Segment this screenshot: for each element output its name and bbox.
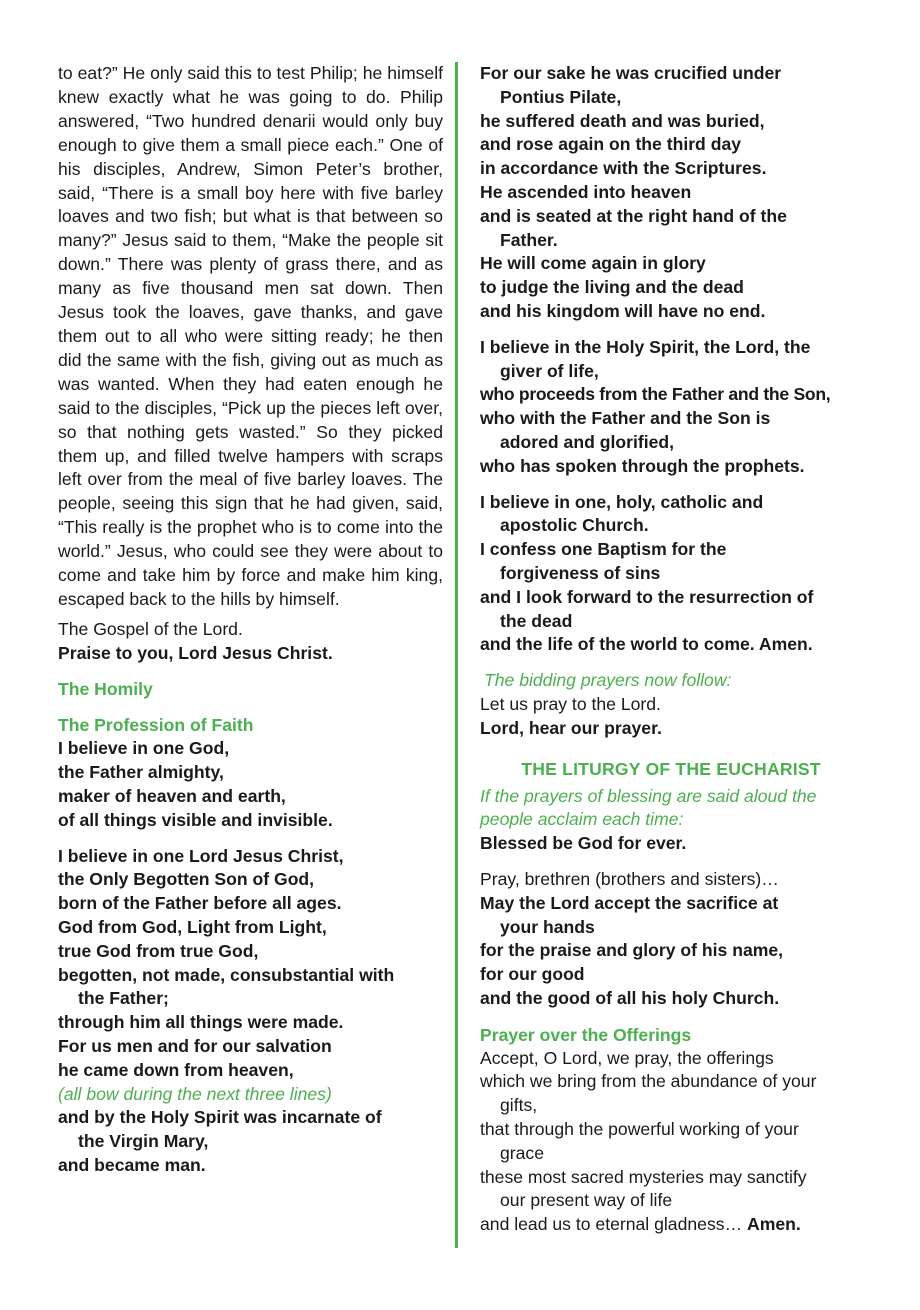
creed-stanza-5 — [480, 336, 862, 479]
creed-line: I believe in the Holy Spirit, the Lord, the — [480, 336, 811, 357]
creed-stanza-2 — [58, 845, 443, 1178]
creed-stanza-1 — [58, 737, 443, 832]
creed-line: Pontius Pilate, — [500, 86, 622, 107]
creed-line: the Father almighty, — [58, 762, 224, 783]
profession-heading: The Profession of Faith — [58, 715, 254, 736]
creed-line: begotten, not made, consubstantial with — [58, 964, 395, 985]
prayer-final-text: and lead us to eternal gladness… — [480, 1214, 743, 1235]
gospel-text: to eat?” He only said this to test Philip; he himself knew exactly what he was going to do. Philip answered, “Two hundred denarii would only buy enough to give them a small piece each.” One of his disciples, Andrew, Simon Peter’s brother, said, “There is a small boy here with five barley loaves and two fish; but what is that between so many?” Jesus said to them, “Make the people sit down.” There was plenty of grass there, and as many as five thousand men sat down. Then Jesus took the loaves, gave thanks, and gave them out to all who were sitting ready; he then did the same with the fish, giving out as much as was wanted. When they had eaten enough he said to the disciples, “Pick up the pieces left over, so that nothing gets wasted.” So they picked them up, and filled twelve hampers with scraps left over from the meal of five barley loaves. The people, seeing this sign that he had given, said, “This really is the prophet who is to come into the world.” Jesus, who could see they were about to come and take him by force and make him king, escaped back to the hills by himself. — [58, 63, 443, 609]
creed-line: who has spoken through the prophets. — [480, 455, 805, 476]
creed-line: and rose again on the third day — [480, 134, 742, 155]
prayer-line: gifts, — [500, 1095, 538, 1116]
creed-line: he came down from heaven, — [58, 1059, 294, 1080]
response-line: for the praise and glory of his name, — [480, 940, 784, 961]
sacrifice-section — [480, 868, 862, 1011]
prayer-line: Accept, O Lord, we pray, the offerings — [480, 1047, 774, 1068]
creed-line: and the life of the world to come. Amen. — [480, 634, 813, 655]
creed-line: For us men and for our salvation — [58, 1036, 332, 1056]
creed-line: and by the Holy Spirit was incarnate of — [58, 1107, 382, 1128]
prayer-line-final — [480, 1213, 862, 1237]
creed-line: the Father; — [78, 988, 169, 1009]
response-line: May the Lord accept the sacrifice at — [480, 892, 779, 913]
right-column — [480, 62, 862, 1237]
creed-line: For our sake he was crucified under — [480, 63, 782, 83]
creed-line: apostolic Church. — [500, 515, 649, 536]
creed-line: He ascended into heaven — [480, 181, 692, 202]
bidding-response: Lord, hear our prayer. — [480, 717, 662, 738]
response-line: for our good — [480, 964, 585, 985]
creed-line: I confess one Baptism for the — [480, 539, 727, 560]
blessing-rubric: If the prayers of blessing are said aloud the — [480, 785, 817, 806]
creed-line: born of the Father before all ages. — [58, 893, 342, 914]
creed-line: to judge the living and the dead — [480, 277, 744, 298]
creed-line: adored and glorified, — [500, 431, 674, 452]
creed-stanza-6 — [480, 491, 862, 658]
creed-line: I believe in one God, — [58, 738, 230, 759]
creed-line: who proceeds from the Father and the Son, — [480, 384, 831, 405]
creed-line: and I look forward to the resurrection of — [480, 586, 814, 607]
bidding-call: Let us pray to the Lord. — [480, 693, 661, 714]
prayer-line: our present way of life — [500, 1190, 673, 1211]
creed-line: of all things visible and invisible. — [58, 809, 333, 830]
offerings-prayer — [480, 1047, 862, 1237]
prayer-line: grace — [500, 1142, 545, 1163]
creed-line: He will come again in glory — [480, 253, 706, 274]
creed-line: in accordance with the Scriptures. — [480, 158, 767, 179]
creed-line: the Only Begotten Son of God, — [58, 869, 315, 890]
creed-line: Father. — [500, 229, 558, 250]
blessing-section — [480, 785, 862, 856]
creed-line: forgiveness of sins — [500, 562, 661, 583]
creed-line: and became man. — [58, 1154, 206, 1175]
bow-rubric: (all bow during the next three lines) — [58, 1083, 332, 1104]
prayer-line: that through the powerful working of your — [480, 1119, 799, 1140]
blessing-response: Blessed be God for ever. — [480, 833, 687, 854]
homily-heading: The Homily — [58, 679, 153, 700]
gospel-close: The Gospel of the Lord. — [58, 618, 243, 639]
pray-brethren: Pray, brethren (brothers and sisters)… — [480, 868, 779, 889]
creed-line: I believe in one Lord Jesus Christ, — [58, 845, 344, 866]
offerings-heading: Prayer over the Offerings — [480, 1024, 692, 1045]
creed-line: I believe in one, holy, catholic and — [480, 491, 764, 512]
prayer-line: these most sacred mysteries may sanctify — [480, 1166, 807, 1187]
creed-line: true God from true God, — [58, 940, 259, 961]
left-column — [58, 62, 443, 1178]
column-divider — [455, 62, 458, 1248]
creed-line: maker of heaven and earth, — [58, 786, 286, 807]
creed-line: who with the Father and the Son is — [480, 408, 771, 429]
creed-line: giver of life, — [500, 360, 599, 381]
gospel-response: Praise to you, Lord Jesus Christ. — [58, 642, 333, 663]
blessing-rubric: people acclaim each time: — [480, 809, 684, 830]
creed-line: he suffered death and was buried, — [480, 110, 765, 131]
creed-line: the dead — [500, 610, 573, 631]
bidding-prayers — [480, 669, 862, 740]
creed-line: through him all things were made. — [58, 1012, 344, 1033]
bidding-rubric: The bidding prayers now follow: — [484, 670, 732, 691]
response-line: your hands — [500, 916, 595, 937]
amen: Amen. — [747, 1214, 801, 1235]
eucharist-heading: THE LITURGY OF THE EUCHARIST — [521, 758, 821, 779]
response-line: and the good of all his holy Church. — [480, 987, 780, 1008]
creed-line: God from God, Light from Light, — [58, 917, 327, 938]
prayer-line: which we bring from the abundance of your — [480, 1071, 817, 1092]
creed-line: and his kingdom will have no end. — [480, 300, 766, 321]
creed-line: the Virgin Mary, — [78, 1131, 209, 1152]
creed-line: and is seated at the right hand of the — [480, 205, 787, 226]
creed-stanza-4 — [480, 62, 862, 324]
